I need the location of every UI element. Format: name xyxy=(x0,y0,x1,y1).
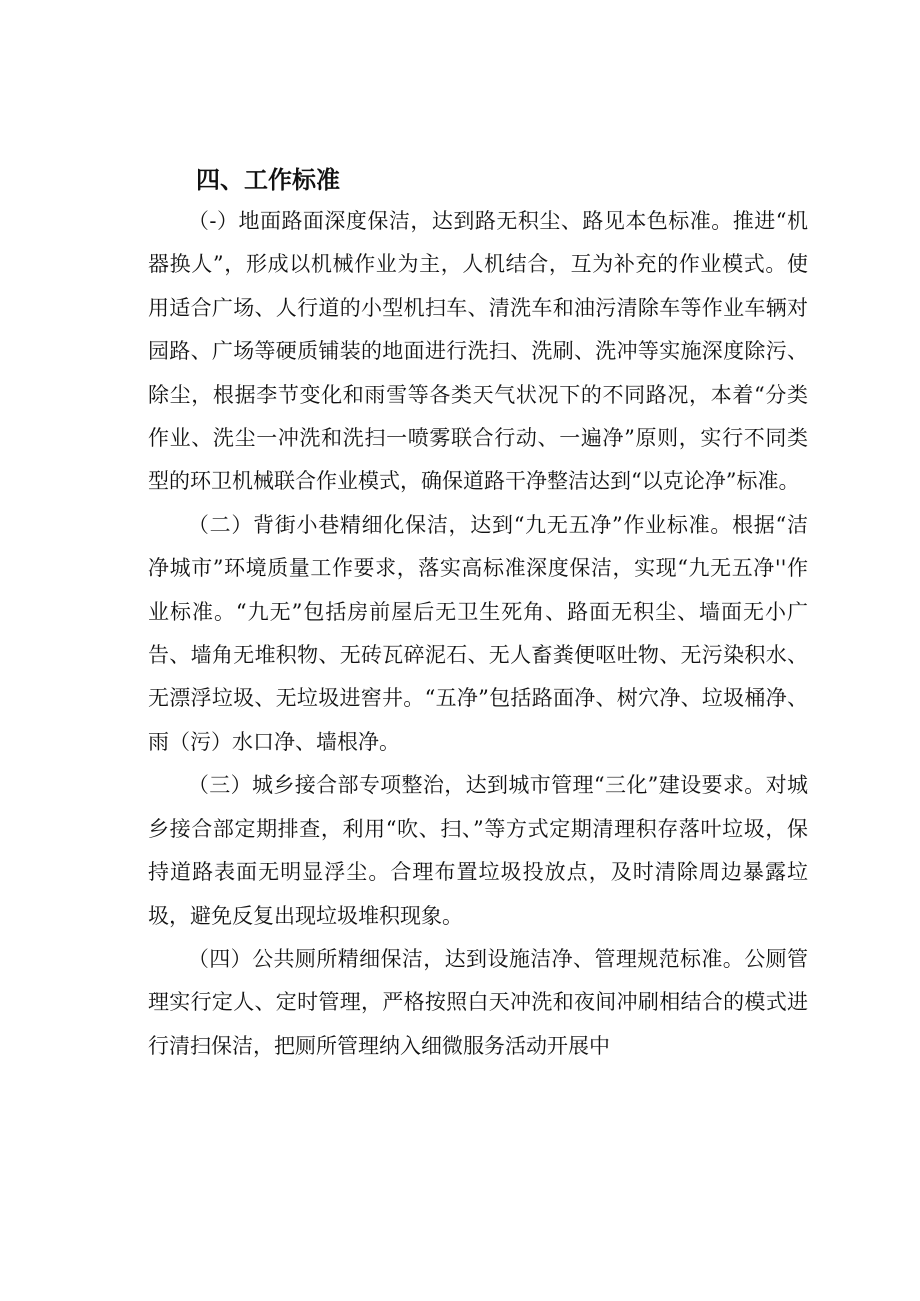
paragraph-public-toilet-cleaning: （四）公共厕所精细保洁，达到设施洁净、管理规范标准。公厕管理实行定人、定时管理，严格按照白天冲洗和夜间冲刷相结合的模式进行清扫保洁，把厕所管理纳入细微服务活动开展中 xyxy=(148,946,808,1058)
paragraph-back-alley-cleaning: （二）背街小巷精细化保洁，达到“九无五净”作业标准。根据“洁净城市”环境质量工作要求，落实高标准深度保洁，实现“九无五净''作业标准。“九无”包括房前屋后无卫生死角、路面无积尘、墙面无小广告、墙角无堆积物、无砖瓦碎泥石、无人畜粪便呕吐物、无污染积水、无漂浮垃圾、无垃圾进窖井。“五净”包括路面净、树穴净、垃圾桶净、雨（污）水口净、墙根净。 xyxy=(148,512,808,754)
section-heading: 四、工作标准 xyxy=(196,166,340,194)
paragraph-ground-cleaning: （-）地面路面深度保洁，达到路无积尘、路见本色标准。推进“机器换人”，形成以机械作业为主，人机结合，互为补充的作业模式。使用适合广场、人行道的小型机扫车、清洗车和油污清除车等作业车辆对园路、广场等硬质铺装的地面进行洗扫、洗刷、洗冲等实施深度除污、除尘，根据李节变化和雨雪等各类天气状况下的不同路况，本着“分类作业、洗尘一冲洗和洗扫一喷雾联合行动、一遍净”原则，实行不同类型的环卫机械联合作业模式，确保道路干净整洁达到“以克论净”标准。 xyxy=(148,209,808,494)
document-body xyxy=(148,200,808,1068)
paragraph-urban-rural-rectification: （三）城乡接合部专项整治，达到城市管理“三化”建设要求。对城乡接合部定期排查，利用“吹、扫、”等方式定期清理积存落叶垃圾，保持道路表面无明显浮尘。合理布置垃圾投放点，及时清除周边暴露垃圾，避免反复出现垃圾堆积现象。 xyxy=(148,773,808,928)
